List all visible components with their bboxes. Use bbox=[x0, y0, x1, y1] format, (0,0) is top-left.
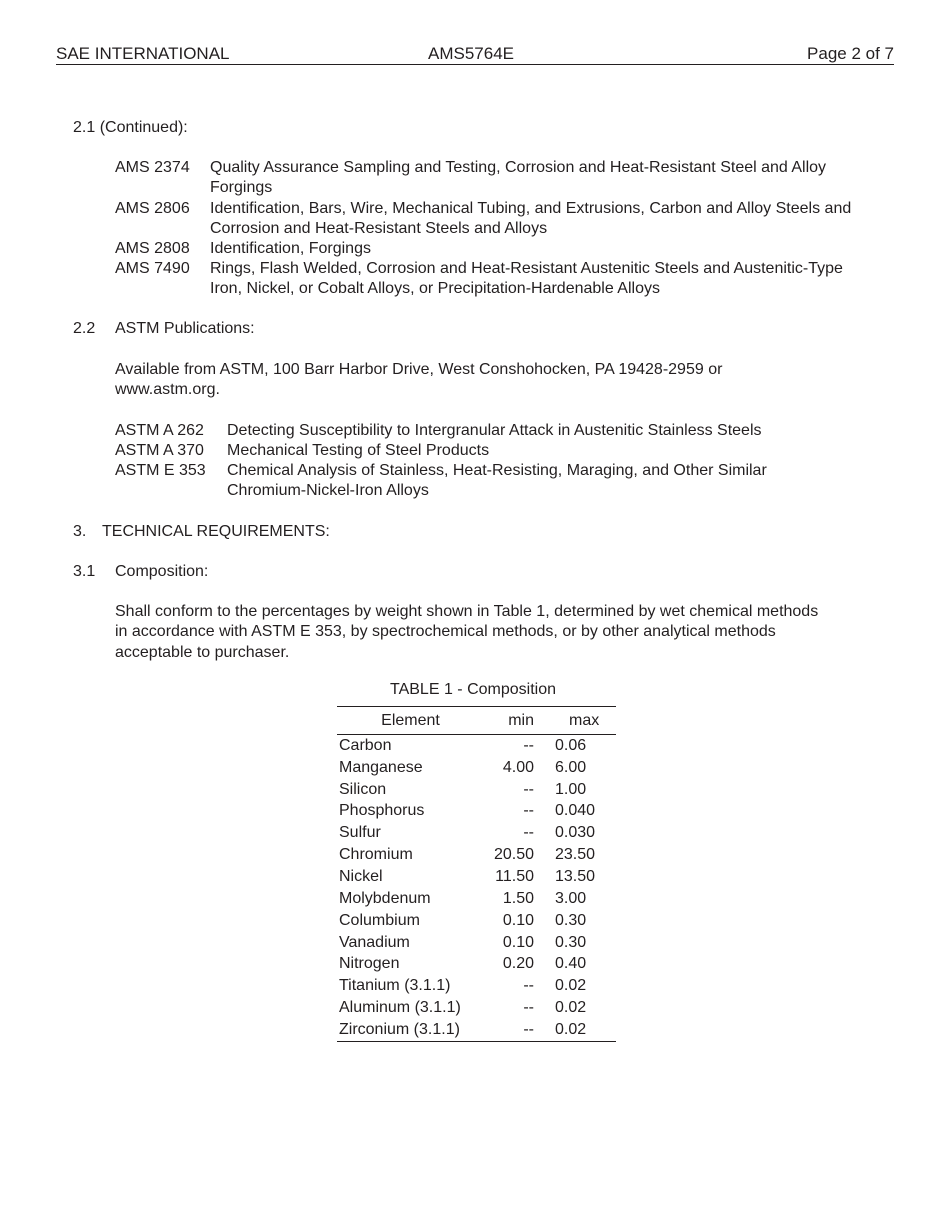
cell-min: 4.00 bbox=[502, 758, 534, 776]
table-row bbox=[337, 757, 616, 779]
section-2-2-heading: ASTM Publications: bbox=[115, 320, 255, 337]
cell-min: -- bbox=[523, 802, 534, 820]
ref-title: Detecting Susceptibility to Intergranular Attack in Austenitic Stainless Steels bbox=[227, 422, 762, 439]
cell-element: Silicon bbox=[339, 780, 387, 798]
cell-max: 0.40 bbox=[555, 955, 587, 973]
ref-code: AMS 2374 bbox=[115, 159, 190, 176]
column-header-min: min bbox=[484, 707, 534, 735]
cell-min: -- bbox=[523, 977, 534, 995]
cell-max: 0.06 bbox=[555, 736, 587, 754]
cell-element: Phosphorus bbox=[339, 802, 425, 820]
cell-max: 0.30 bbox=[555, 911, 587, 929]
header-page-number: Page 2 of 7 bbox=[807, 44, 894, 63]
cell-min: 1.50 bbox=[502, 889, 534, 907]
page-header bbox=[56, 44, 894, 65]
column-header-max: max bbox=[534, 707, 616, 735]
table-row bbox=[337, 910, 616, 932]
composition-paragraph-line-1: Shall conform to the percentages by weight shown in Table 1, determined by wet chemical methods bbox=[115, 603, 819, 620]
ref-ams-2806 bbox=[115, 199, 875, 239]
cell-element: Carbon bbox=[339, 736, 392, 754]
cell-max: 0.030 bbox=[555, 824, 596, 842]
cell-min: 0.10 bbox=[502, 911, 534, 929]
table-row bbox=[337, 932, 616, 954]
ref-code: AMS 7490 bbox=[115, 260, 190, 277]
cell-element: Aluminum (3.1.1) bbox=[339, 999, 461, 1017]
cell-min: 20.50 bbox=[493, 846, 534, 864]
cell-element: Sulfur bbox=[339, 824, 381, 842]
ref-code: ASTM E 353 bbox=[115, 462, 206, 479]
cell-element: Zirconium (3.1.1) bbox=[339, 1020, 460, 1038]
cell-min: -- bbox=[523, 736, 534, 754]
cell-min: 11.50 bbox=[495, 867, 534, 885]
table-row bbox=[337, 1019, 616, 1041]
ref-code: ASTM A 262 bbox=[115, 422, 204, 439]
ref-title: Identification, Bars, Wire, Mechanical Tubing, and Extrusions, Carbon and Alloy Steels and Corrosion and Heat-Resistant Steels and Alloys bbox=[210, 200, 852, 237]
cell-element: Molybdenum bbox=[339, 889, 431, 907]
cell-max: 0.040 bbox=[555, 802, 596, 820]
table-row bbox=[337, 888, 616, 910]
ref-title: Rings, Flash Welded, Corrosion and Heat-Resistant Austenitic Steels and Austenitic-Type Iron, Nickel, or Cobalt Alloys, or Precipitation-Hardenable Alloys bbox=[210, 260, 843, 297]
composition-paragraph-line-3: acceptable to purchaser. bbox=[115, 644, 290, 661]
cell-element: Nickel bbox=[339, 867, 383, 885]
cell-min: -- bbox=[523, 999, 534, 1017]
cell-max: 0.30 bbox=[555, 933, 587, 951]
section-3-1-heading: Composition: bbox=[115, 563, 209, 580]
cell-element: Manganese bbox=[339, 758, 423, 776]
ref-code: AMS 2806 bbox=[115, 200, 190, 217]
cell-min: 0.20 bbox=[502, 955, 534, 973]
table-row bbox=[337, 953, 616, 975]
cell-max: 0.02 bbox=[555, 977, 587, 995]
ref-ams-2808 bbox=[115, 239, 875, 259]
composition-paragraph-line-2: in accordance with ASTM E 353, by spectrochemical methods, or by other analytical methods bbox=[115, 623, 776, 640]
section-3-1-number: 3.1 bbox=[73, 563, 96, 580]
section-3-number: 3. bbox=[73, 523, 87, 540]
ref-code: AMS 2808 bbox=[115, 240, 190, 257]
astm-availability-line-2: www.astm.org. bbox=[115, 381, 220, 398]
cell-min: -- bbox=[523, 780, 534, 798]
ref-astm-e353 bbox=[115, 461, 815, 501]
ref-code: ASTM A 370 bbox=[115, 442, 204, 459]
cell-max: 3.00 bbox=[555, 889, 587, 907]
ref-title: Mechanical Testing of Steel Products bbox=[227, 442, 490, 459]
section-2-2-number: 2.2 bbox=[73, 320, 96, 337]
column-header-element: Element bbox=[337, 707, 484, 735]
cell-element: Titanium (3.1.1) bbox=[339, 977, 451, 995]
section-3-heading: TECHNICAL REQUIREMENTS: bbox=[102, 523, 330, 540]
cell-element: Vanadium bbox=[339, 933, 410, 951]
section-2-1-heading: 2.1 (Continued): bbox=[73, 119, 188, 136]
table-row bbox=[337, 844, 616, 866]
table-row bbox=[337, 866, 616, 888]
ref-title: Quality Assurance Sampling and Testing, Corrosion and Heat-Resistant Steel and Alloy Forgings bbox=[210, 159, 827, 196]
cell-element: Nitrogen bbox=[339, 955, 400, 973]
ref-astm-a370 bbox=[115, 441, 875, 461]
cell-element: Chromium bbox=[339, 846, 413, 864]
table-row bbox=[337, 735, 616, 757]
table-row bbox=[337, 822, 616, 844]
table-row bbox=[337, 801, 616, 823]
cell-max: 23.50 bbox=[555, 846, 596, 864]
header-org: SAE INTERNATIONAL bbox=[56, 44, 230, 63]
cell-max: 0.02 bbox=[555, 999, 587, 1017]
cell-max: 13.50 bbox=[555, 867, 596, 885]
cell-element: Columbium bbox=[339, 911, 420, 929]
composition-table bbox=[337, 706, 616, 1042]
table-row bbox=[337, 779, 616, 801]
table-row bbox=[337, 997, 616, 1019]
table-title: TABLE 1 - Composition bbox=[390, 681, 556, 698]
cell-max: 1.00 bbox=[555, 780, 587, 798]
table-header-row bbox=[337, 707, 616, 735]
ref-title: Identification, Forgings bbox=[210, 240, 371, 257]
ref-ams-7490 bbox=[115, 259, 875, 299]
table-row bbox=[337, 975, 616, 997]
astm-availability-line-1: Available from ASTM, 100 Barr Harbor Drive, West Conshohocken, PA 19428-2959 or bbox=[115, 361, 723, 378]
table-body bbox=[337, 735, 616, 1042]
ref-ams-2374 bbox=[115, 158, 875, 198]
ref-title: Chemical Analysis of Stainless, Heat-Resisting, Maraging, and Other Similar Chromium-Nickel-Iron Alloys bbox=[227, 462, 767, 499]
cell-min: -- bbox=[523, 1020, 534, 1038]
ref-astm-a262 bbox=[115, 421, 875, 441]
cell-max: 6.00 bbox=[555, 758, 587, 776]
header-doc-number: AMS5764E bbox=[428, 44, 514, 63]
cell-min: 0.10 bbox=[502, 933, 534, 951]
cell-max: 0.02 bbox=[555, 1020, 587, 1038]
cell-min: -- bbox=[523, 824, 534, 842]
